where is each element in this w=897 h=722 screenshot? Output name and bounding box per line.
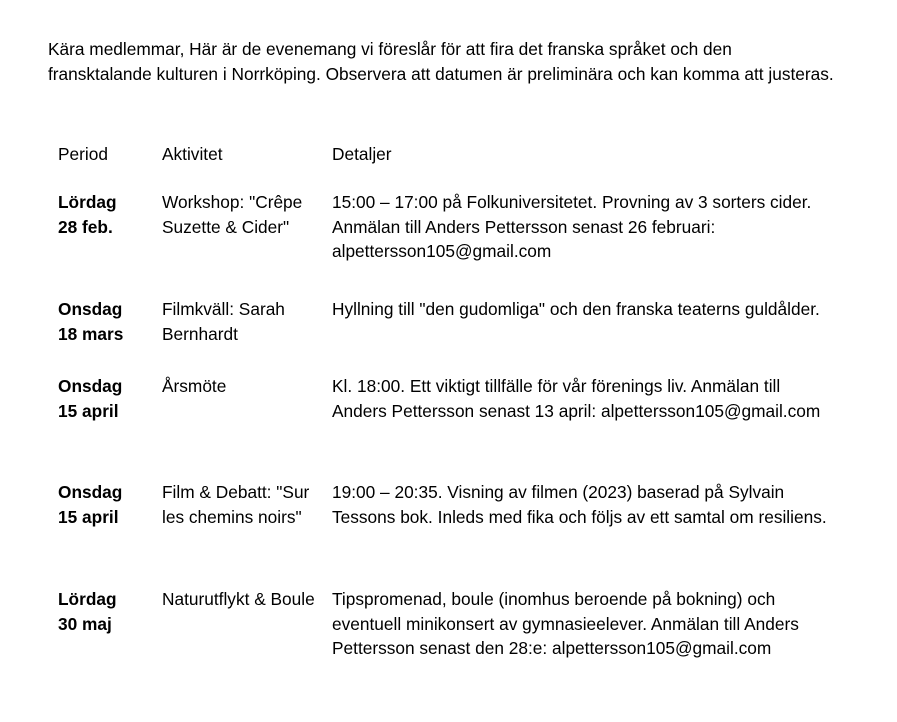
event-day: Lördag (58, 192, 117, 212)
intro-paragraph: Kära medlemmar, Här är de evenemang vi föreslår för att fira det franska språket och den fransktalande kulturen i Norrköping. Observera att datumen är preliminära och kan komma att justeras. (48, 39, 834, 84)
event-details: Tipspromenad, boule (inomhus beroende på bokning) och eventuell minikonsert av gymnasieelever. Anmälan till Anders Pettersson senast den 28:e: alpettersson105@gmail.com (332, 589, 799, 659)
event-date-value: 15 april (58, 506, 119, 527)
table-row (58, 480, 848, 587)
event-details: Hyllning till "den gudomliga" och den franska teaterns guldålder. (332, 299, 820, 319)
table-row (58, 190, 848, 297)
header-period: Period (58, 144, 108, 164)
event-date (58, 587, 162, 636)
header-details: Detaljer (332, 144, 392, 164)
table-header-row (58, 142, 848, 190)
event-date-value: 28 feb. (58, 216, 113, 237)
event-activity: Årsmöte (162, 376, 227, 396)
event-day: Onsdag (58, 376, 123, 396)
event-details: 15:00 – 17:00 på Folkuniversitetet. Provning av 3 sorters cider. Anmälan till Anders Pettersson senast 26 februari: alpettersson105@gmail.com (332, 192, 812, 262)
event-details: Kl. 18:00. Ett viktigt tillfälle för vår förenings liv. Anmälan till Anders Pettersson senast 13 april: alpettersson105@gmail.com (332, 376, 821, 421)
event-day: Lördag (58, 589, 117, 609)
event-activity: Naturutflykt & Boule (162, 589, 315, 609)
event-day: Onsdag (58, 299, 123, 319)
event-date (58, 297, 162, 346)
table-row (58, 297, 848, 374)
events-table (58, 142, 848, 697)
header-activity: Aktivitet (162, 144, 223, 164)
event-date (58, 374, 162, 423)
event-details: 19:00 – 20:35. Visning av filmen (2023) baserad på Sylvain Tessons bok. Inleds med fika och följs av ett samtal om resiliens. (332, 482, 827, 527)
table-row (58, 374, 848, 480)
event-date (58, 480, 162, 529)
event-date (58, 190, 162, 239)
event-activity: Filmkväll: Sarah Bernhardt (162, 299, 285, 344)
event-activity: Workshop: "Crêpe Suzette & Cider" (162, 192, 303, 237)
event-date-value: 30 maj (58, 613, 112, 634)
event-date-value: 15 april (58, 400, 119, 421)
event-activity: Film & Debatt: "Sur les chemins noirs" (162, 482, 310, 527)
event-day: Onsdag (58, 482, 123, 502)
table-row (58, 587, 848, 697)
event-date-value: 18 mars (58, 323, 124, 344)
